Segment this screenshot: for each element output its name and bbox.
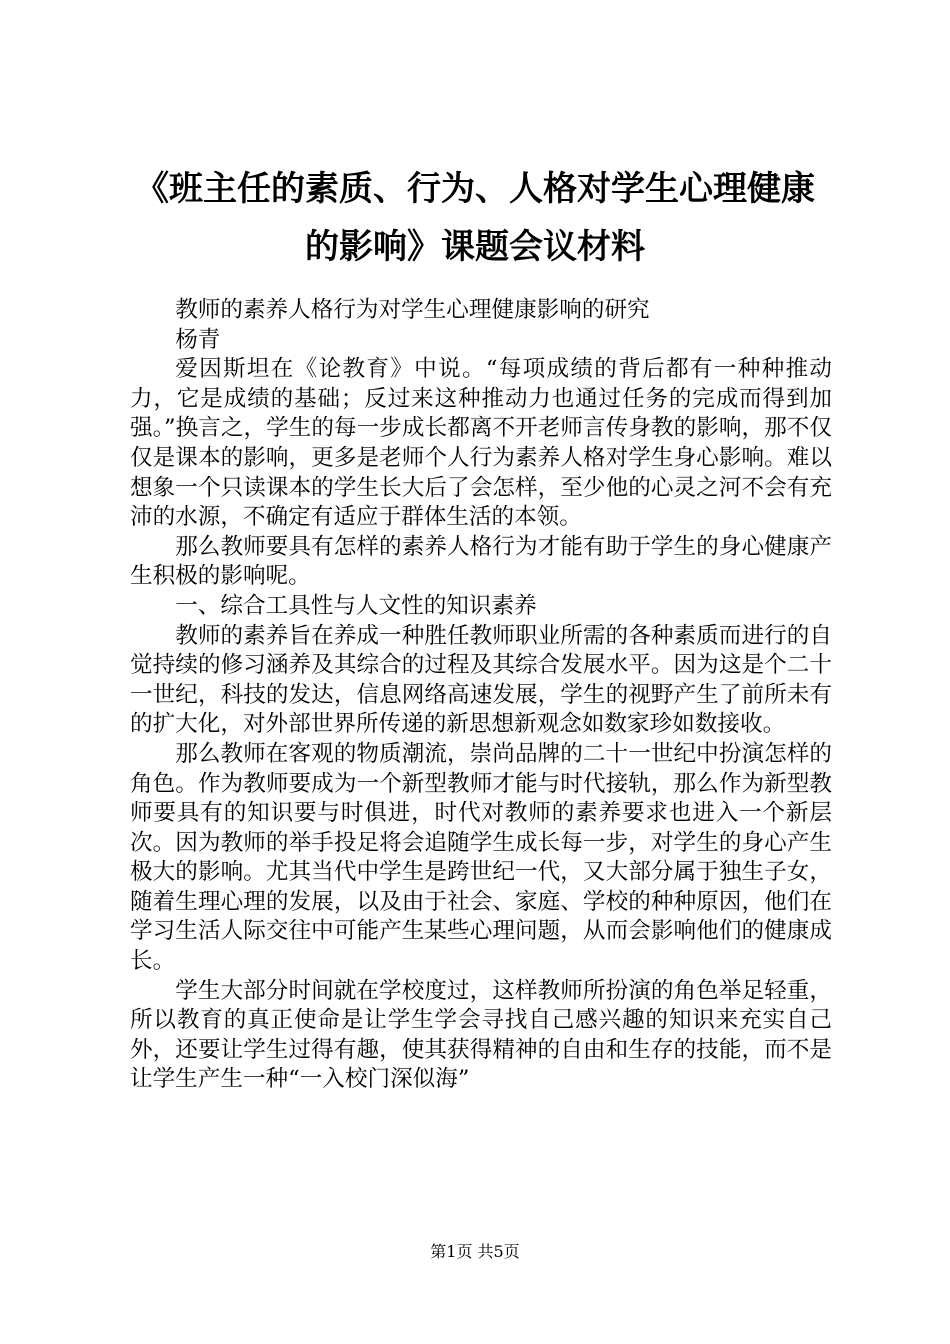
author-paragraph: 杨青 [175, 326, 221, 353]
document-title: 《班主任的素质、行为、人格对学生心理健康的影响》课题会议材料 [135, 169, 815, 267]
body-paragraph: 那么教师要具有怎样的素养人格行为才能有助于学生的身心健康产生积极的影响呢。 [130, 533, 832, 590]
subtitle-paragraph: 教师的素养人格行为对学生心理健康影响的研究 [175, 297, 650, 323]
document-body [130, 296, 832, 1095]
body-paragraph: 那么教师在客观的物质潮流，崇尚品牌的二十一世纪中扮演怎样的角色。作为教师要成为一个新型教师才能与时代接轨，那么作为新型教师要具有的知识要与时俱进，时代对教师的素养要求也进入一个新层次。因为教师的举手投足将会追随学生成长每一步，对学生的身心产生极大的影响。尤其当代中学生是跨世纪一代，又大部分属于独生子女，随着生理心理的发展，以及由于社会、家庭、学校的种种原因，他们在学习生活人际交往中可能产生某些心理问题，从而会影响他们的健康成长。 [130, 740, 832, 975]
section-heading: 一、综合工具性与人文性的知识素养 [175, 592, 537, 619]
body-paragraph: 学生大部分时间就在学校度过，这样教师所扮演的角色举足轻重，所以教育的真正使命是让学生学会寻找自己感兴趣的知识来充实自己外，还要让学生过得有趣，使其获得精神的自由和生存的技能，而不是让学生产生一种“一入校门深似海” [130, 977, 832, 1093]
body-paragraph: 爱因斯坦在《论教育》中说。“每项成绩的背后都有一种种推动力，它是成绩的基础；反过来这种推动力也通过任务的完成而得到加强。”换言之，学生的每一步成长都离不开老师言传身教的影响，那不仅仅是课本的影响，更多是老师个人行为素养人格对学生身心影响。难以想象一个只读课本的学生长大后了会怎样，至少他的心灵之河不会有充沛的水源，不确定有适应于群体生活的本领。 [130, 356, 832, 531]
body-paragraph: 教师的素养旨在养成一种胜任教师职业所需的各种素质而进行的自觉持续的修习涵养及其综合的过程及其综合发展水平。因为这是个二十一世纪，科技的发达，信息网络高速发展，学生的视野产生了前所未有的扩大化，对外部世界所传递的新思想新观念如数家珍如数接收。 [130, 622, 832, 738]
page-footer: 第1页 共5页 [430, 1242, 520, 1261]
